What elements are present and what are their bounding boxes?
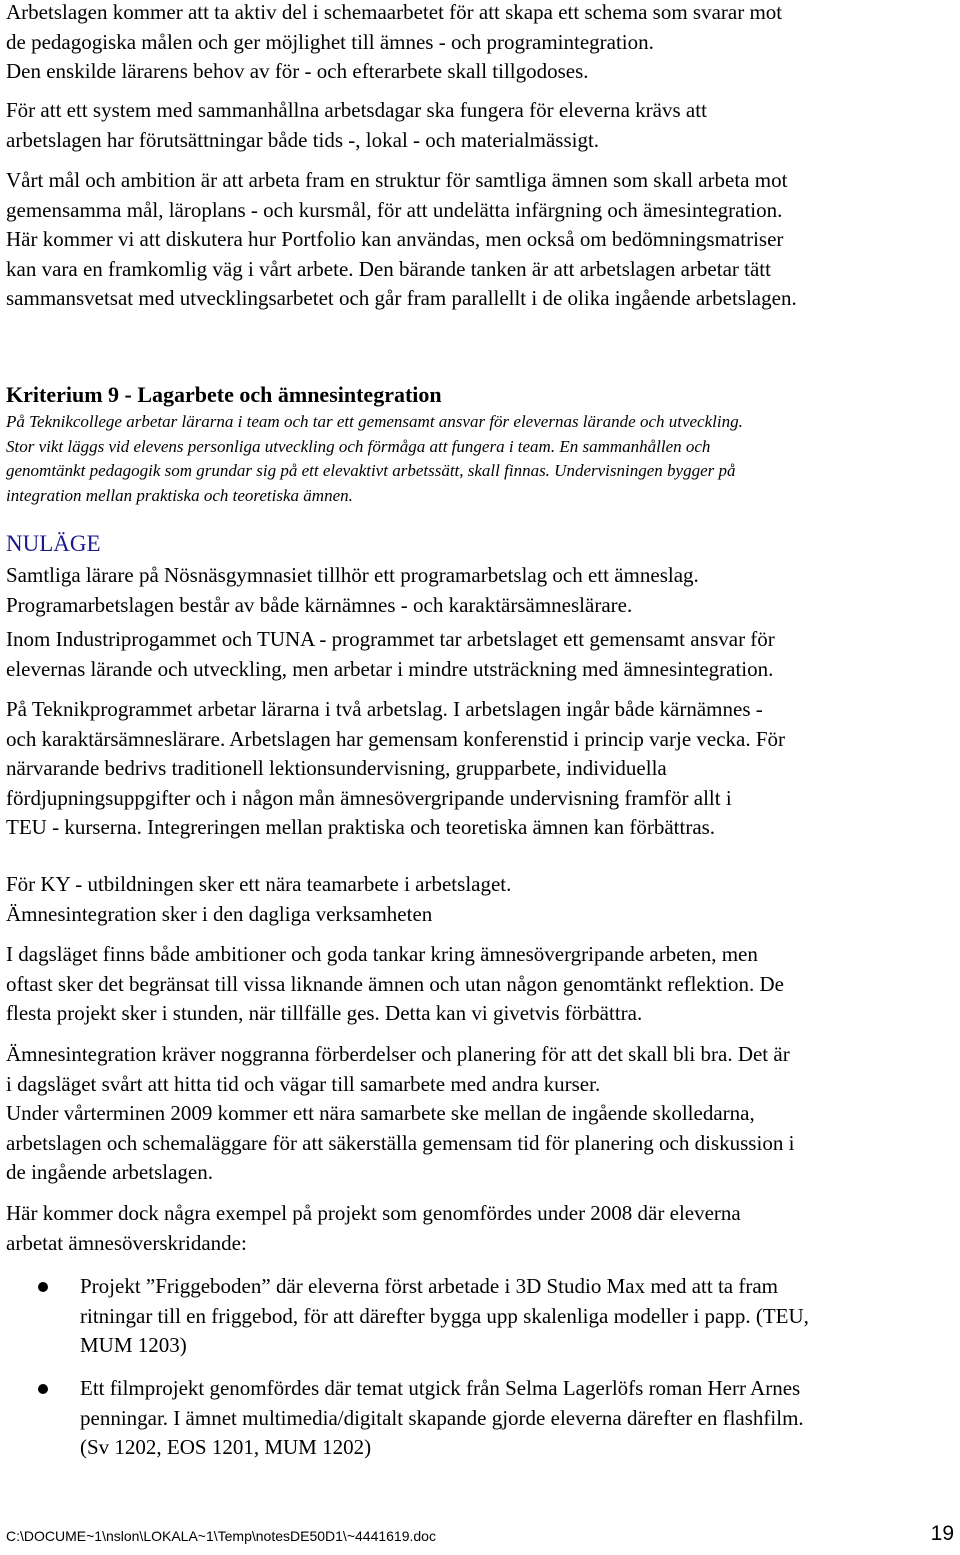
text-line: Samtliga lärare på Nösnäsgymnasiet tillhör ett programarbetslag och ett ämneslag. [6,563,699,587]
text-line: gemensamma mål, läroplans - och kursmål, för att undelätta infärgning och ämesintegration. [6,197,783,222]
nulage-paragraph-3 [6,695,956,843]
text-line: Under vårterminen 2009 kommer ett nära samarbete ske mellan de ingående skolledarna, [6,1101,755,1125]
bullet-icon [38,1282,48,1292]
text-line: oftast sker det begränsat till vissa liknande ämnen och utan någon genomtänkt reflektion. De [6,971,784,996]
list-item [80,1272,960,1361]
text-line: sammansvetsat med utvecklingsarbetet och går fram parallellt i de olika ingående arbetslagen. [6,286,797,310]
text-line: och karaktärsämneslärare. Arbetslagen har gemensam konferenstid i princip varje vecka. För [6,726,786,751]
text-line: (Sv 1202, EOS 1201, MUM 1202) [80,1435,372,1459]
page-number: 19 [930,1522,954,1545]
nulage-paragraph-5 [6,940,956,1029]
footer-file-path: C:\DOCUME~1\nslon\LOKALA~1\Temp\notesDE50D1\~4441619.doc [6,1528,436,1544]
nulage-paragraph-2 [6,625,956,684]
text-line: Projekt ”Friggeboden” där eleverna först arbetade i 3D Studio Max med att ta fram [80,1274,779,1298]
text-line: Arbetslagen kommer att ta aktiv del i schemaarbetet för att skapa ett schema som svarar mot [6,0,783,24]
text-line: ritningar till en friggebod, för att därefter bygga upp skalenliga modeller i papp. (TEU, [80,1303,809,1328]
text-line: Programarbetslagen består av både kärnämnes - och karaktärsämneslärare. [6,592,633,617]
text-line: MUM 1203) [80,1333,187,1357]
text-line: i dagsläget svårt att hitta tid och vägar till samarbete med andra kurser. [6,1071,601,1096]
text-line: de ingående arbetslagen. [6,1160,213,1184]
text-line: de pedagogiska målen och ger möjlighet till ämnes - och programintegration. [6,29,654,54]
text-line: För KY - utbildningen sker ett nära teamarbete i arbetslaget. [6,872,512,896]
text-line: Inom Industriprogammet och TUNA - programmet tar arbetslaget ett gemensamt ansvar för [6,627,775,651]
text-line: arbetslagen har förutsättningar både tids -, lokal - och materialmässigt. [6,127,600,152]
bullet-icon [38,1384,48,1394]
intro-paragraph-3 [6,166,956,314]
text-line: Vårt mål och ambition är att arbeta fram en struktur för samtliga ämnen som skall arbeta mot [6,168,788,192]
text-line: Stor vikt läggs vid elevens personliga utveckling och förmåga att fungera i team. En sammanhållen och [6,436,711,456]
text-line: I dagsläget finns både ambitioner och goda tankar kring ämnesövergripande arbeten, men [6,942,758,966]
intro-paragraph-2 [6,96,956,155]
text-line: På Teknikcollege arbetar lärarna i team och tar ett gemensamt ansvar för elevernas lärande och utveckling. [6,412,743,431]
list-item [80,1374,960,1463]
text-line: Den enskilde lärarens behov av för - och efterarbete skall tillgodoses. [6,59,589,83]
text-line: För att ett system med sammanhållna arbetsdagar ska fungera för eleverna krävs att [6,98,707,122]
text-line: På Teknikprogrammet arbetar lärarna i två arbetslag. I arbetslagen ingår både kärnämnes - [6,697,763,721]
text-line: kan vara en framkomlig väg i vårt arbete. Den bärande tanken är att arbetslagen arbetar tätt [6,256,771,281]
text-line: penningar. I ämnet multimedia/digitalt skapande gjorde eleverna därefter en flashfilm. [80,1405,804,1430]
text-line: fördjupningsuppgifter och i någon mån ämnesövergripande undervisning framför allt i [6,785,732,810]
nulage-heading: NULÄGE [6,531,101,556]
criterion-text [6,410,956,508]
nulage-paragraph-7 [6,1199,956,1258]
text-line: elevernas lärande och utveckling, men arbetar i mindre utsträckning med ämnesintegration. [6,656,774,681]
nulage-paragraph-1 [6,561,956,620]
text-line: närvarande bedrivs traditionell lektionsundervisning, grupparbete, individuella [6,756,667,780]
nulage-paragraph-4 [6,870,956,929]
text-line: arbetslagen och schemaläggare för att säkerställa gemensam tid för planering och diskussion i [6,1130,795,1155]
text-line: Här kommer vi att diskutera hur Portfolio kan användas, men också om bedömningsmatriser [6,227,784,251]
text-line: integration mellan praktiska och teoretiska ämnen. [6,485,353,505]
text-line: flesta projekt sker i stunden, när tillfälle ges. Detta kan vi givetvis förbättra. [6,1001,643,1025]
criterion-heading: Kriterium 9 - Lagarbete och ämnesintegration [6,382,442,407]
text-line: Här kommer dock några exempel på projekt som genomfördes under 2008 där eleverna [6,1201,741,1225]
text-line: Ämnesintegration kräver noggranna förberdelser och planering för att det skall bli bra. Det är [6,1042,790,1066]
intro-paragraph-1 [6,0,956,87]
text-line: TEU - kurserna. Integreringen mellan praktiska och teoretiska ämnen kan förbättras. [6,815,716,839]
text-line: Ämnesintegration sker i den dagliga verksamheten [6,901,433,926]
nulage-paragraph-6 [6,1040,956,1188]
text-line: Ett filmprojekt genomfördes där temat utgick från Selma Lagerlöfs roman Herr Arnes [80,1376,801,1400]
text-line: genomtänkt pedagogik som grundar sig på ett elevaktivt arbetssätt, skall finnas. Undervisningen bygger på [6,461,736,480]
text-line: arbetat ämnesöverskridande: [6,1230,247,1255]
